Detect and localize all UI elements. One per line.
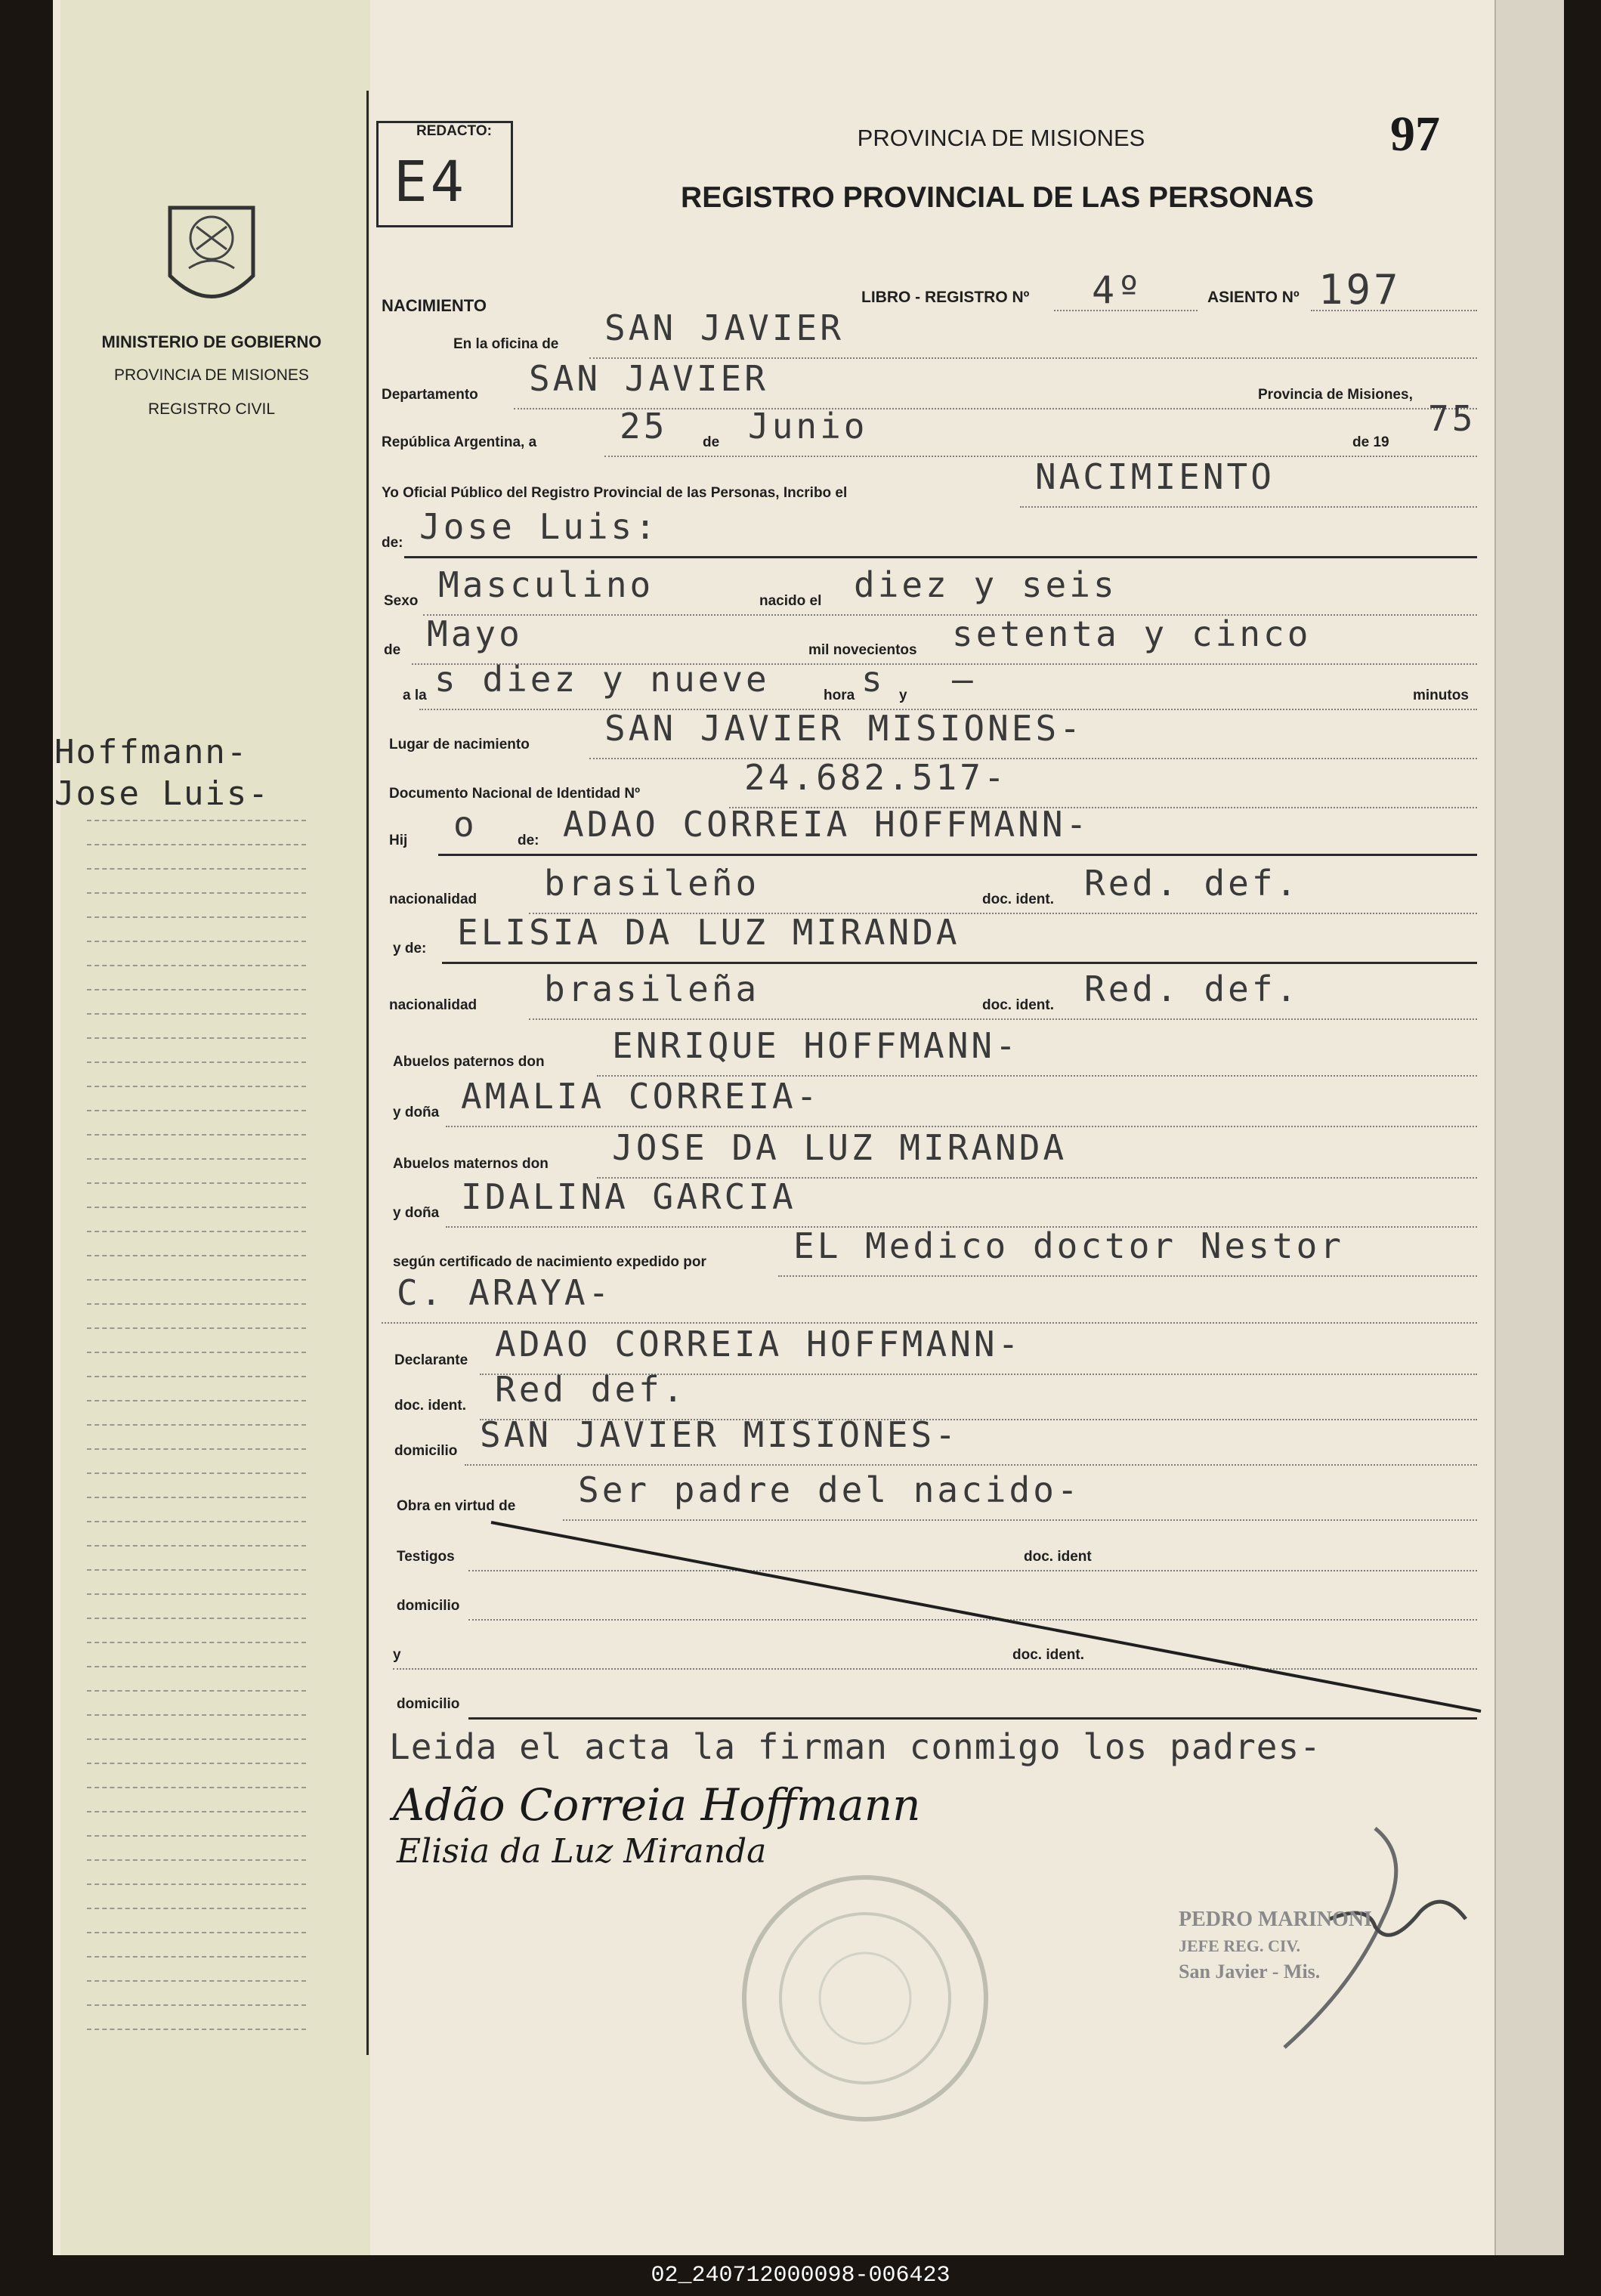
- field-label: doc. ident.: [1012, 1647, 1084, 1663]
- field-value: SAN JAVIER: [529, 358, 768, 399]
- registry-seal-icon: [737, 1870, 994, 2127]
- field-value: AMALIA CORREIA-: [461, 1076, 821, 1117]
- margin-rule: [87, 1400, 306, 1401]
- field-label: de: [703, 434, 720, 450]
- margin-rule: [87, 1255, 306, 1256]
- field-value: Red def.: [495, 1369, 687, 1410]
- margin-rule: [87, 1569, 306, 1571]
- emblem-province: PROVINCIA DE MISIONES: [114, 366, 309, 384]
- margin-rule: [87, 1908, 306, 1909]
- field-label: Abuelos paternos don: [393, 1054, 545, 1070]
- province-title: PROVINCIA DE MISIONES: [857, 125, 1145, 151]
- margin-note-line-2: Jose Luis-: [54, 774, 270, 813]
- field-value: brasileña: [544, 969, 760, 1009]
- libro-rule: [1054, 310, 1198, 311]
- margin-rule: [87, 1738, 306, 1740]
- field-label: según certificado de nacimiento expedido por: [393, 1254, 706, 1270]
- field-label: y de:: [393, 941, 427, 956]
- redacto-label: REDACTO:: [416, 123, 492, 139]
- margin-rule: [87, 1980, 306, 1982]
- margin-rule: [87, 1787, 306, 1788]
- field-value: Red. def.: [1084, 969, 1300, 1009]
- margin-rule: [87, 1690, 306, 1692]
- field-label: República Argentina, a: [382, 434, 537, 450]
- margin-rule: [87, 1037, 306, 1039]
- field-label: Hij: [389, 833, 408, 848]
- field-dotted-rule: [778, 1275, 1477, 1277]
- field-solid-rule: [404, 556, 1477, 558]
- margin-rule: [87, 941, 306, 942]
- margin-rule: [87, 1134, 306, 1136]
- field-suffix: minutos: [1413, 688, 1469, 703]
- field-label: Departamento: [382, 387, 478, 403]
- field-suffix: de 19: [1352, 434, 1389, 450]
- field-value: brasileño: [544, 863, 760, 904]
- margin-rule: [87, 1618, 306, 1619]
- field-label: domicilio: [397, 1598, 460, 1614]
- official-place: San Javier - Mis.: [1179, 1961, 1321, 1982]
- official-title: JEFE REG. CIV.: [1179, 1936, 1300, 1955]
- margin-rule: [87, 1932, 306, 1933]
- field-value: 75: [1428, 398, 1476, 439]
- cancel-stroke-icon: [453, 1507, 1511, 1749]
- field-label: En la oficina de: [453, 336, 559, 352]
- libro-label: LIBRO - REGISTRO Nº: [861, 289, 1030, 306]
- margin-rule: [87, 820, 306, 821]
- margin-rule: [87, 1158, 306, 1160]
- field-label: Documento Nacional de Identidad Nº: [389, 786, 641, 802]
- margin-rule: [87, 1231, 306, 1232]
- field-label: doc. ident.: [394, 1398, 466, 1414]
- field-value: Mayo: [427, 613, 523, 654]
- field-value: 25: [620, 406, 668, 447]
- field-value: 24.682.517-: [744, 757, 1008, 798]
- emblem-ministry: MINISTERIO DE GOBIERNO: [101, 332, 322, 351]
- field-label: Obra en virtud de: [397, 1498, 516, 1514]
- field-value: —: [952, 659, 976, 700]
- field-suffix: Provincia de Misiones,: [1258, 387, 1413, 403]
- field-label: nacionalidad: [389, 997, 478, 1013]
- field-value: ADAO CORREIA HOFFMANN-: [495, 1324, 1022, 1364]
- asiento-value: 197: [1318, 266, 1402, 314]
- margin-rule: [87, 1086, 306, 1087]
- field-dotted-rule: [529, 1018, 1477, 1020]
- registry-title: REGISTRO PROVINCIAL DE LAS PERSONAS: [681, 181, 1314, 214]
- field-label: Sexo: [384, 593, 419, 609]
- field-value: C. ARAYA-: [397, 1272, 613, 1313]
- margin-rule: [87, 1956, 306, 1958]
- margin-rule: [87, 1448, 306, 1450]
- field-value: NACIMIENTO: [1035, 456, 1275, 497]
- field-label: de:: [382, 535, 403, 551]
- field-label: y: [899, 688, 907, 703]
- margin-rule: [87, 916, 306, 918]
- field-dotted-rule: [589, 758, 1477, 759]
- field-label: Testigos: [397, 1549, 455, 1565]
- redacto-box: [376, 121, 513, 227]
- province-seal-icon: [159, 193, 264, 321]
- footer-code: 02_240712000098-006423: [651, 2263, 950, 2288]
- field-label: domicilio: [394, 1443, 458, 1459]
- libro-value: 4º: [1092, 268, 1144, 312]
- asiento-label: ASIENTO Nº: [1207, 289, 1300, 306]
- margin-divider: [366, 91, 369, 2055]
- field-value: SAN JAVIER MISIONES-: [480, 1414, 959, 1455]
- field-label: doc. ident.: [982, 997, 1054, 1013]
- field-dotted-rule: [465, 1464, 1477, 1466]
- field-label: y doña: [393, 1105, 440, 1120]
- field-label: a la: [403, 688, 427, 703]
- field-value: setenta y cinco: [952, 613, 1312, 654]
- margin-rule: [87, 1376, 306, 1377]
- margin-rule: [87, 1352, 306, 1353]
- field-label: doc. ident.: [982, 892, 1054, 907]
- margin-rule: [87, 868, 306, 870]
- field-value: SAN JAVIER MISIONES-: [604, 708, 1083, 749]
- field-value: Masculino: [438, 564, 654, 605]
- official-name: PEDRO MARINONI: [1179, 1908, 1372, 1931]
- emblem-registry: REGISTRO CIVIL: [147, 400, 276, 418]
- asiento-rule: [1311, 310, 1477, 311]
- page-edge: [1494, 0, 1564, 2255]
- field-solid-rule: [442, 962, 1477, 964]
- field-value: Junio: [748, 406, 868, 447]
- field-value: Red. def.: [1084, 863, 1300, 904]
- official-stamp: [1179, 1908, 1372, 1983]
- field-label: y: [393, 1647, 401, 1663]
- margin-rule: [87, 892, 306, 894]
- field-value: SAN JAVIER: [604, 307, 844, 348]
- signature-father: Adão Correia Hoffmann: [393, 1779, 921, 1831]
- margin-rule: [87, 1521, 306, 1522]
- field-value: diez y seis: [854, 564, 1117, 605]
- redacto-value: E4: [394, 150, 468, 215]
- field-value: JOSE DA LUZ MIRANDA: [612, 1127, 1068, 1168]
- margin-rule: [87, 1545, 306, 1547]
- field-label: nacido el: [759, 593, 822, 609]
- margin-rule: [87, 1279, 306, 1281]
- margin-rule: [87, 1013, 306, 1015]
- field-value: Jose Luis:: [419, 506, 659, 547]
- field-label: de:: [518, 833, 539, 848]
- field-label: Lugar de nacimiento: [389, 737, 530, 752]
- field-value: s: [861, 659, 885, 700]
- margin-rule: [87, 1207, 306, 1208]
- field-value: EL Medico doctor Nestor: [793, 1225, 1344, 1266]
- margin-rule: [87, 844, 306, 845]
- field-label: Abuelos maternos don: [393, 1156, 549, 1172]
- margin-rule: [87, 1182, 306, 1184]
- margin-rule: [87, 1883, 306, 1885]
- field-label: nacionalidad: [389, 892, 478, 907]
- field-label: doc. ident: [1024, 1549, 1092, 1565]
- margin-rule: [87, 1497, 306, 1498]
- field-value: o: [453, 804, 478, 845]
- field-value: IDALINA GARCIA: [461, 1176, 796, 1217]
- margin-rule: [87, 1472, 306, 1474]
- margin-rule: [87, 1835, 306, 1837]
- margin-rule: [87, 1666, 306, 1667]
- margin-rule: [87, 965, 306, 966]
- margin-rule: [87, 989, 306, 990]
- margin-note-line-1: Hoffmann-: [54, 733, 249, 771]
- margin-rule: [87, 1110, 306, 1111]
- field-value: s diez y nueve: [434, 659, 770, 700]
- signature-mother: Elisia da Luz Miranda: [397, 1832, 767, 1871]
- field-dotted-rule: [1020, 506, 1477, 508]
- field-solid-rule: [438, 854, 1477, 856]
- margin-rule: [87, 1714, 306, 1716]
- margin-rule: [87, 1424, 306, 1426]
- margin-rule: [87, 1593, 306, 1595]
- margin-rule: [87, 1859, 306, 1861]
- margin-rule: [87, 2029, 306, 2030]
- margin-rule: [87, 1303, 306, 1305]
- field-label: Yo Oficial Público del Registro Provincial de las Personas, Incribo el: [382, 485, 848, 501]
- nacimiento-heading: NACIMIENTO: [382, 296, 487, 315]
- field-label: domicilio: [397, 1696, 460, 1712]
- field-dotted-rule: [423, 614, 1477, 616]
- field-value: ELISIA DA LUZ MIRANDA: [457, 912, 960, 953]
- field-value: Ser padre del nacido-: [578, 1469, 1081, 1510]
- field-value: ADAO CORREIA HOFFMANN-: [563, 804, 1090, 845]
- margin-rule: [87, 1642, 306, 1643]
- field-label: Declarante: [394, 1352, 468, 1368]
- margin-rule: [87, 1763, 306, 1764]
- field-label: y doña: [393, 1205, 440, 1221]
- margin-rule: [87, 1811, 306, 1812]
- margin-rule: [87, 1327, 306, 1329]
- field-label: de: [384, 642, 401, 658]
- margin-rule: [87, 1061, 306, 1063]
- field-label: hora: [824, 688, 855, 703]
- margin-rule: [87, 2004, 306, 2006]
- closing-statement: Leida el acta la firman conmigo los padres-: [389, 1726, 1321, 1767]
- field-value: ENRIQUE HOFFMANN-: [612, 1025, 1019, 1066]
- field-label: mil novecientos: [808, 642, 917, 658]
- page-number: 97: [1390, 107, 1440, 162]
